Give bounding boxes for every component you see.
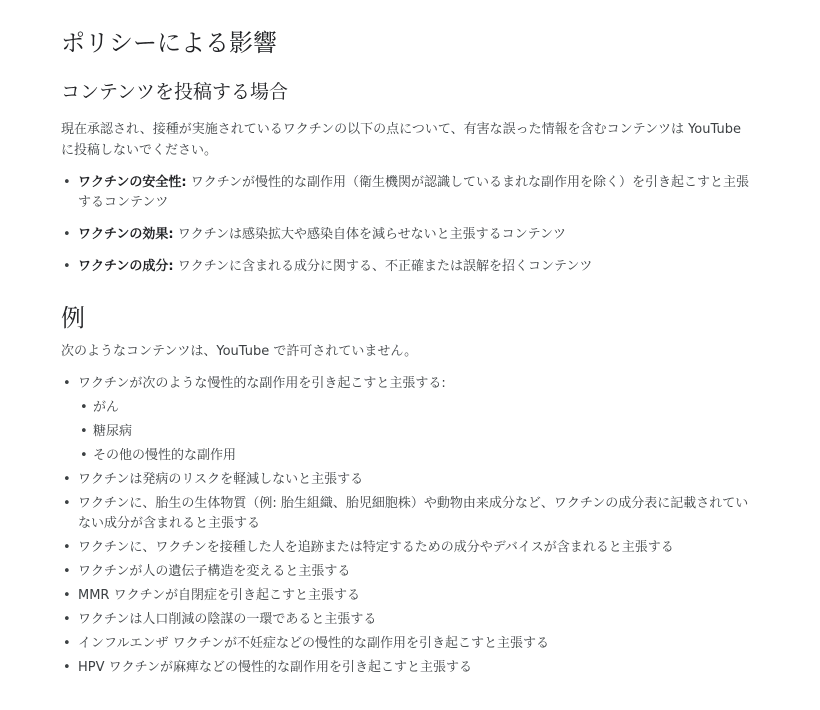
list-item: • ワクチンに、ワクチンを接種した人を追跡または特定するための成分やデバイスが含まれると主張する: [61, 538, 761, 558]
list-item-term: ワクチンの効果:: [78, 227, 174, 242]
side-effects-sublist: [78, 398, 761, 466]
list-item: • ワクチンは人口削減の陰謀の一環であると主張する: [61, 610, 761, 630]
list-item: • インフルエンザ ワクチンが不妊症などの慢性的な副作用を引き起こすと主張する: [61, 634, 761, 654]
list-item-text: ワクチンに含まれる成分に関する、不正確または誤解を招くコンテンツ: [173, 259, 593, 274]
list-item: • MMR ワクチンが自閉症を引き起こすと主張する: [61, 586, 761, 606]
list-item: • ワクチンが人の遺伝子構造を変えると主張する: [61, 562, 761, 582]
list-item-term: ワクチンの成分:: [78, 259, 174, 274]
sub-list-item: • 糖尿病: [78, 422, 761, 442]
list-item: • HPV ワクチンが麻痺などの慢性的な副作用を引き起こすと主張する: [61, 658, 761, 678]
list-item: • ワクチンに、胎生の生体物質（例: 胎生組織、胎児細胞株）や動物由来成分など、ワクチンの成分表に記載されていない成分が含まれると主張する: [61, 494, 761, 534]
list-item: [61, 257, 761, 277]
section-heading-examples: 例: [61, 304, 85, 332]
list-item-term: ワクチンの安全性:: [78, 175, 187, 190]
list-item: • ワクチンは発病のリスクを軽減しないと主張する: [61, 470, 761, 490]
list-item: [61, 173, 761, 213]
list-item: [61, 374, 761, 466]
page-title: ポリシーによる影響: [61, 29, 277, 57]
sub-list-item: • がん: [78, 398, 761, 418]
posting-intro: 現在承認され、接種が実施されているワクチンの以下の点について、有害な誤った情報を含むコンテンツは YouTube に投稿しないでください。: [61, 122, 741, 158]
list-item-text: ワクチンは感染拡大や感染自体を減らせないと主張するコンテンツ: [173, 227, 567, 242]
list-item-text: ワクチンが慢性的な副作用（衛生機関が認識しているまれな副作用を除く）を引き起こすと主張するコンテンツ: [78, 175, 750, 210]
list-item: [61, 225, 761, 245]
policy-list: [61, 173, 761, 277]
sub-list-item: • その他の慢性的な副作用: [78, 446, 761, 466]
list-item-text: ワクチンが次のような慢性的な副作用を引き起こすと主張する:: [78, 376, 446, 391]
examples-list: [61, 374, 761, 678]
section-heading-posting: コンテンツを投稿する場合: [61, 81, 289, 103]
examples-intro: 次のようなコンテンツは、YouTube で許可されていません。: [61, 344, 418, 359]
